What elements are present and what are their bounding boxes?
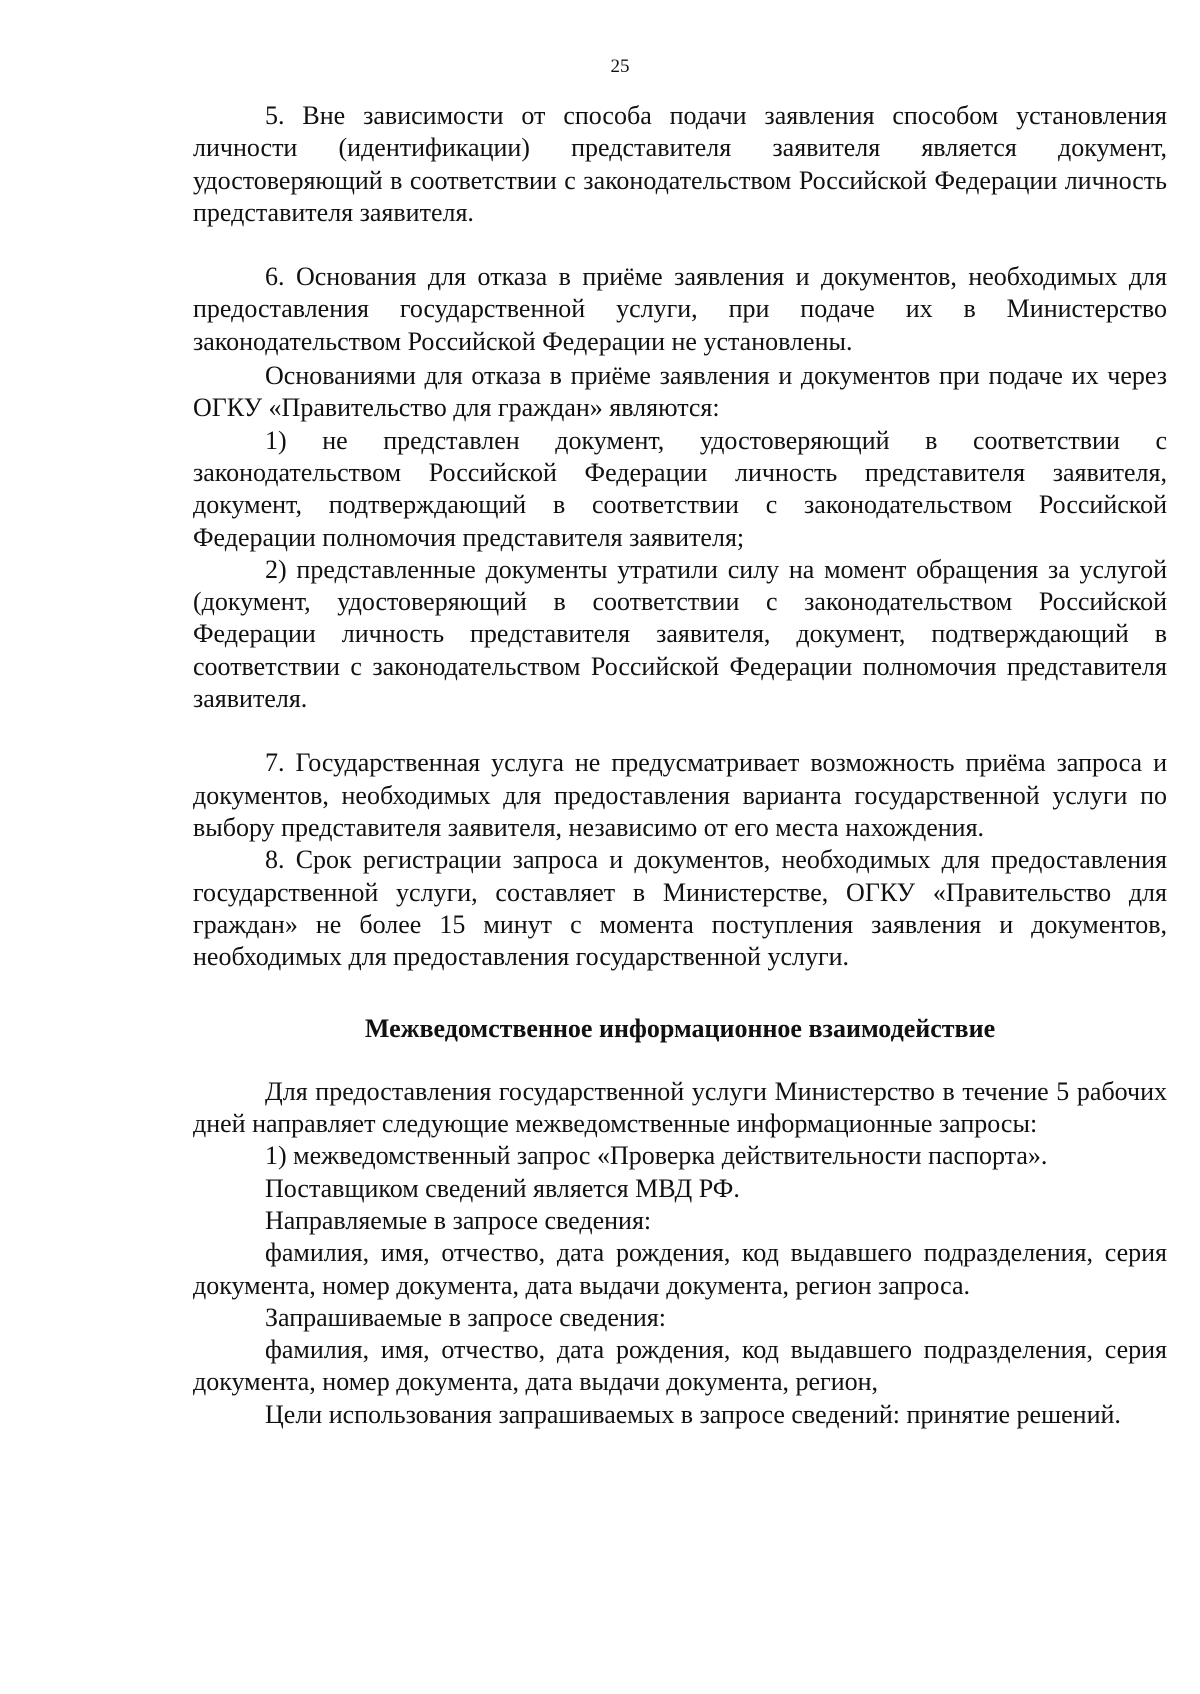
paragraph-6-grounds: Основаниями для отказа в приёме заявления и документов при подаче их через ОГКУ «Правительство для граждан» являются:	[193, 361, 1167, 423]
paragraph-5: 5. Вне зависимости от способа подачи заявления способом установления личности (идентификации) представителя заявителя является документ, удостоверяющий в соответствии с законодательством Российской Федерации личность представителя заявителя.	[193, 101, 1167, 227]
request-item-1: 1) межведомственный запрос «Проверка действительности паспорта».	[265, 1141, 1048, 1171]
requested-info-fields: фамилия, имя, отчество, дата рождения, код выдавшего подразделения, серия документа, номер документа, дата выдачи документа, регион,	[193, 1335, 1167, 1397]
purpose-text: Цели использования запрашиваемых в запросе сведений: принятие решений.	[265, 1399, 1121, 1429]
supplier-text: Поставщиком сведений является МВД РФ.	[265, 1173, 740, 1203]
section-heading: Межведомственное информационное взаимодействие	[364, 1014, 996, 1044]
paragraph-6-item-2: 2) представленные документы утратили силу на момент обращения за услугой (документ, удостоверяющий в соответствии с законодательством Российской Федерации личность представителя заявителя, документ, подтверждающий в соответствии с законодательством Российской Федерации полномочия представителя заявителя.	[193, 554, 1167, 714]
section-intro: Для предоставления государственной услуги Министерство в течение 5 рабочих дней направляет следующие межведомственные информационные запросы:	[193, 1076, 1167, 1139]
paragraph-7: 7. Государственная услуга не предусматривает возможность приёма запроса и документов, необходимых для предоставления варианта государственной услуги по выбору представителя заявителя, независимо от его места нахождения.	[193, 748, 1167, 842]
paragraph-8: 8. Срок регистрации запроса и документов, необходимых для предоставления государственной услуги, составляет в Министерстве, ОГКУ «Правительство для граждан» не более 15 минут с момента поступления заявления и документов, необходимых для предоставления государственной услуги.	[193, 845, 1167, 972]
sent-info-fields: фамилия, имя, отчество, дата рождения, код выдавшего подразделения, серия документа, номер документа, дата выдачи документа, регион запроса.	[193, 1238, 1167, 1300]
sent-info-label: Направляемые в запросе сведения:	[265, 1205, 652, 1235]
paragraph-6-item-1: 1) не представлен документ, удостоверяющий в соответствии с законодательством Российской Федерации личность представителя заявителя, документ, подтверждающий в соответствии с законодательством Российской Федерации полномочия представителя заявителя;	[193, 425, 1167, 552]
page-number: 25	[610, 56, 630, 77]
document-body	[193, 100, 1167, 1431]
paragraph-6: 6. Основания для отказа в приёме заявления и документов, необходимых для предоставления государственной услуги, при подаче их в Министерство законодательством Российской Федерации не установлены.	[193, 262, 1167, 356]
requested-info-label: Запрашиваемые в запросе сведения:	[265, 1302, 666, 1332]
